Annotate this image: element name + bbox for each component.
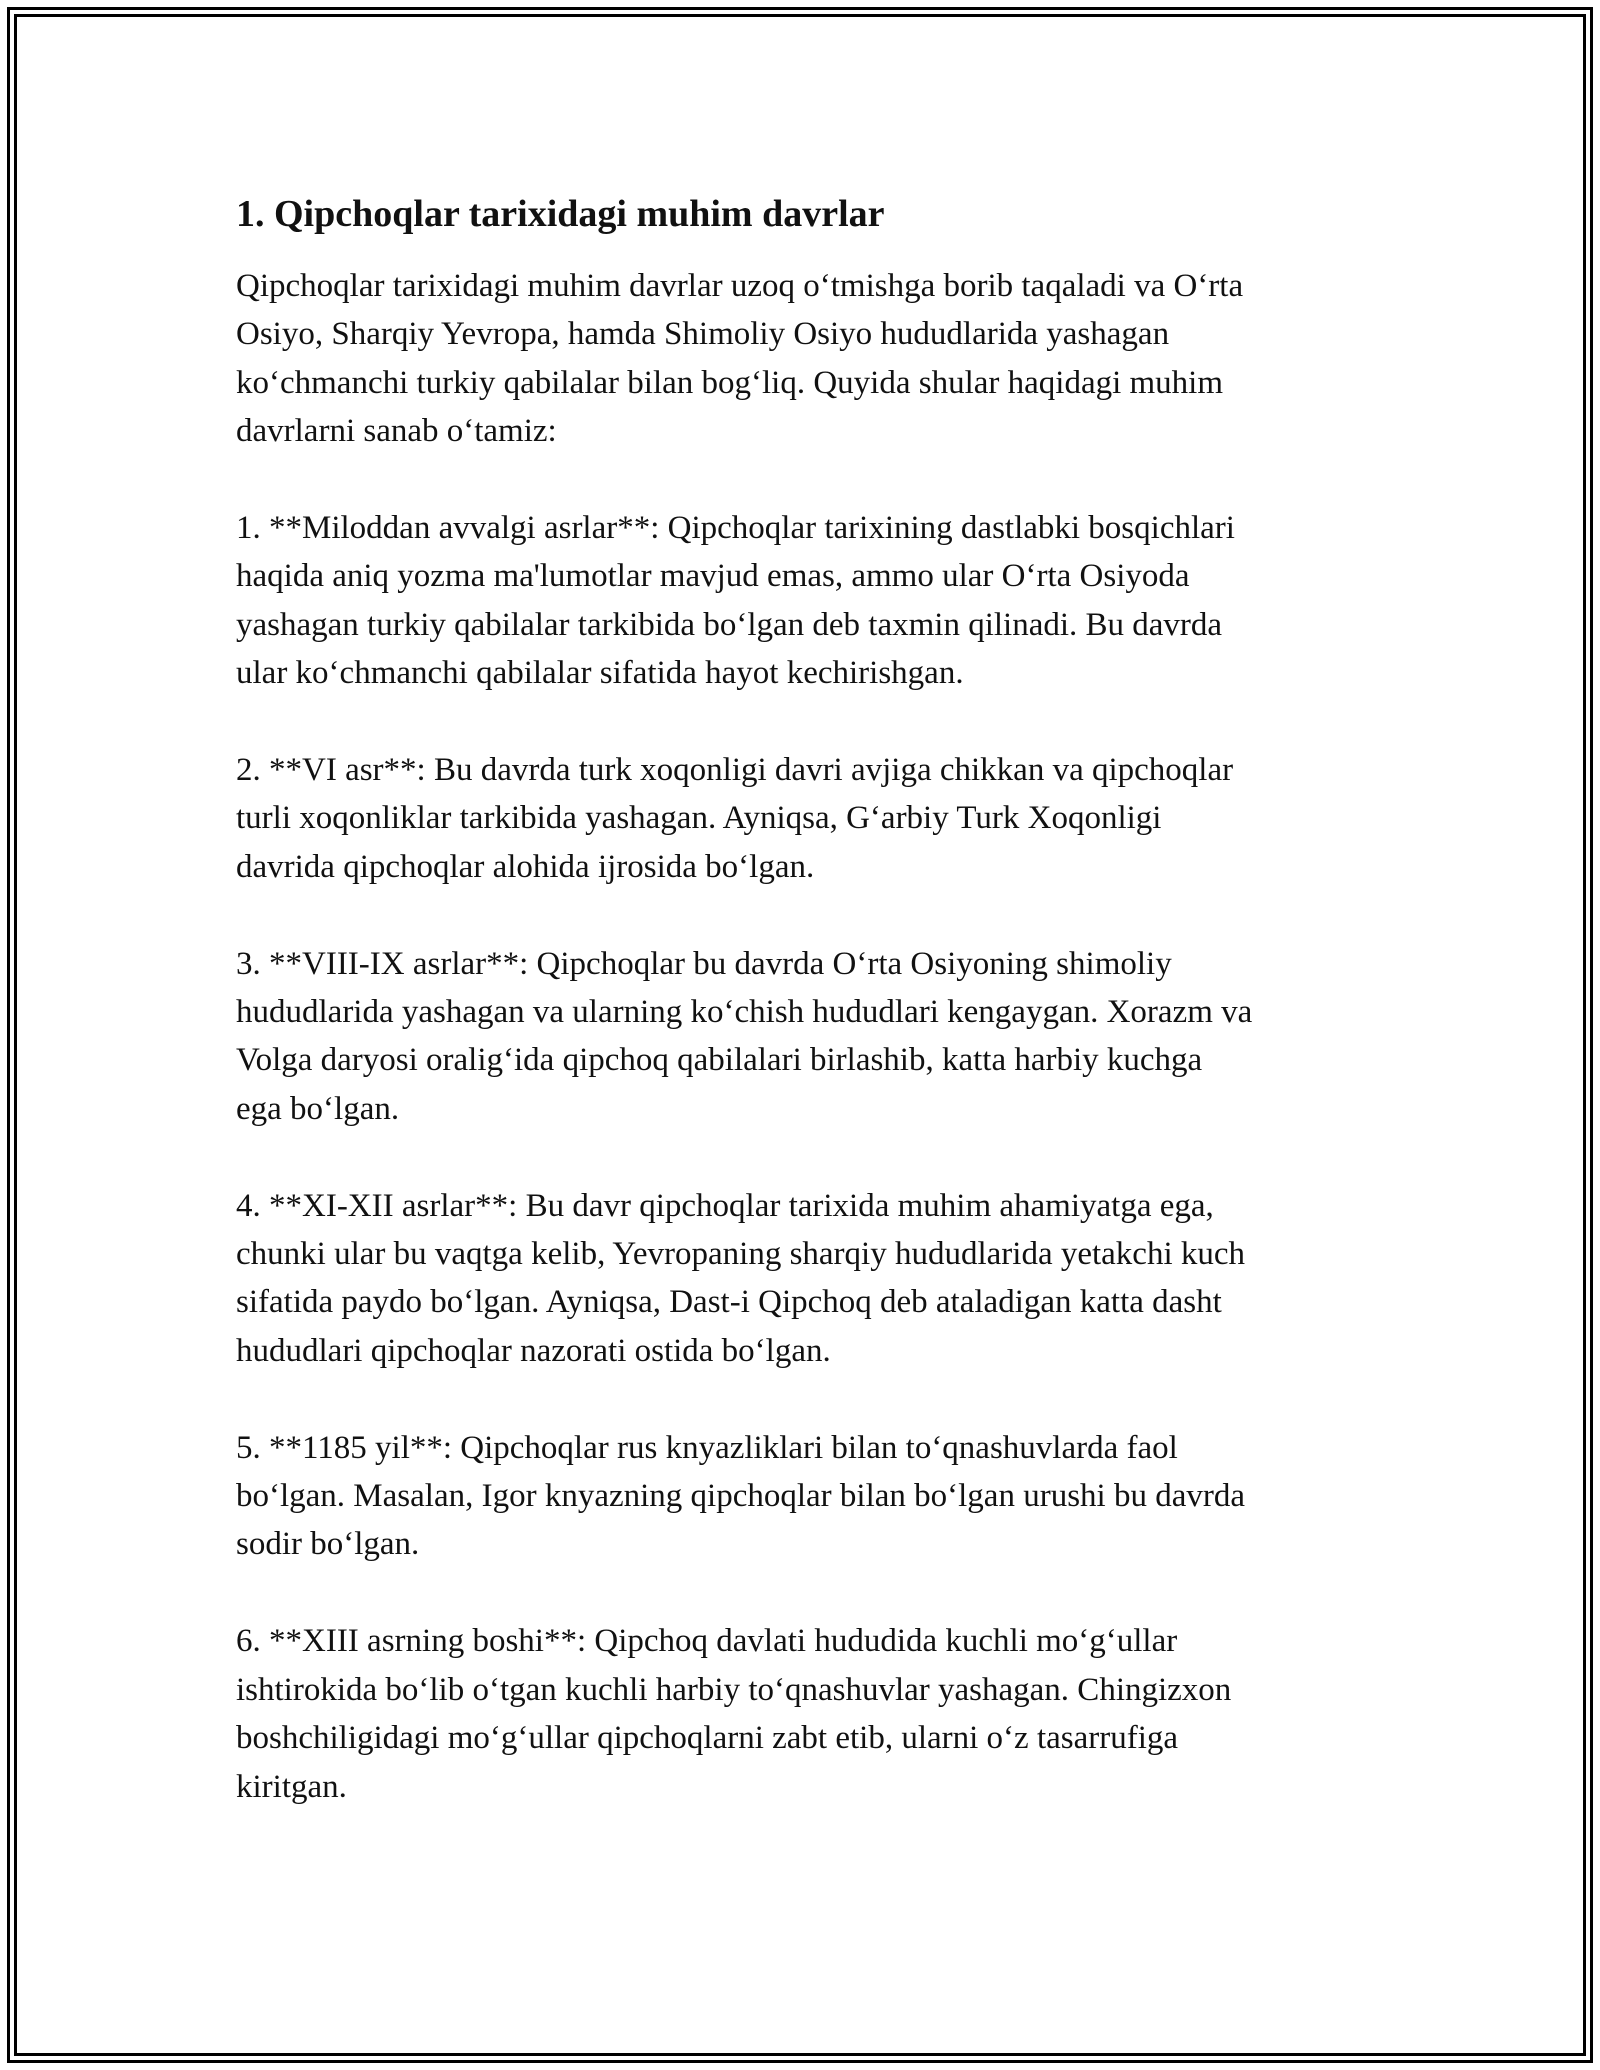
list-item-period-6	[236, 1617, 1376, 1811]
text-line: 4. **XI-XII asrlar**: Bu davr qipchoqlar tarixida muhim ahamiyatga ega,	[236, 1187, 1214, 1224]
document-page	[236, 186, 1376, 1859]
list-item-period-2	[236, 746, 1376, 891]
text-line: turli xoqonliklar tarkibida yashagan. Ayniqsa, G‘arbiy Turk Xoqonligi	[236, 800, 1162, 837]
text-line: ko‘chmanchi turkiy qabilalar bilan bog‘liq. Quyida shular haqidagi muhim	[236, 364, 1224, 401]
text-line: davrlarni sanab o‘tamiz:	[236, 413, 557, 450]
text-line: haqida aniq yozma ma'lumotlar mavjud emas, ammo ular O‘rta Osiyoda	[236, 558, 1190, 595]
text-line: ular ko‘chmanchi qabilalar sifatida hayot kechirishgan.	[236, 655, 964, 692]
text-line: 1. **Miloddan avvalgi asrlar**: Qipchoqlar tarixining dastlabki bosqichlari	[236, 510, 1235, 547]
text-line: sodir bo‘lgan.	[236, 1526, 420, 1563]
text-line: sifatida paydo bo‘lgan. Ayniqsa, Dast-i Qipchoq deb ataladigan katta dasht	[236, 1284, 1222, 1321]
text-line: ishtirokida bo‘lib o‘tgan kuchli harbiy to‘qnashuvlar yashagan. Chingizxon	[236, 1671, 1232, 1708]
text-line: 2. **VI asr**: Bu davrda turk xoqonligi davri avjiga chikkan va qipchoqlar	[236, 752, 1234, 789]
text-line: hududlarida yashagan va ularning ko‘chish hududlari kengaygan. Xorazm va	[236, 994, 1253, 1031]
document-heading: 1. Qipchoqlar tarixidagi muhim davrlar	[236, 193, 885, 235]
text-line: ega bo‘lgan.	[236, 1090, 400, 1127]
list-item-period-4	[236, 1182, 1376, 1376]
text-line: Qipchoqlar tarixidagi muhim davrlar uzoq o‘tmishga borib taqaladi va O‘rta	[236, 268, 1244, 304]
text-line: chunki ular bu vaqtga kelib, Yevropaning sharqiy hududlarida yetakchi kuch	[236, 1236, 1246, 1273]
text-line: hududlari qipchoqlar nazorati ostida bo‘lgan.	[236, 1332, 831, 1369]
text-line: yashagan turkiy qabilalar tarkibida bo‘lgan deb taxmin qilinadi. Bu davrda	[236, 606, 1223, 643]
list-item-period-3	[236, 940, 1376, 1134]
text-line: 5. **1185 yil**: Qipchoqlar rus knyazliklari bilan to‘qnashuvlarda faol	[236, 1429, 1178, 1466]
text-line: bo‘lgan. Masalan, Igor knyazning qipchoqlar bilan bo‘lgan urushi bu davrda	[236, 1478, 1245, 1515]
list-item-period-1	[236, 504, 1376, 698]
text-line: kiritgan.	[236, 1768, 347, 1805]
intro-paragraph	[236, 262, 1376, 456]
text-line: davrida qipchoqlar alohida ijrosida bo‘lgan.	[236, 848, 815, 885]
text-line: Volga daryosi oralig‘ida qipchoq qabilalari birlashib, katta harbiy kuchga	[236, 1042, 1203, 1079]
text-line: Osiyo, Sharqiy Yevropa, hamda Shimoliy Osiyo hududlarida yashagan	[236, 316, 1170, 353]
text-line: 6. **XIII asrning boshi**: Qipchoq davlati hududida kuchli mo‘g‘ullar	[236, 1623, 1178, 1660]
text-line: boshchiligidagi mo‘g‘ullar qipchoqlarni zabt etib, ularni o‘z tasarrufiga	[236, 1720, 1179, 1757]
text-line: 3. **VIII-IX asrlar**: Qipchoqlar bu davrda O‘rta Osiyoning shimoliy	[236, 945, 1172, 982]
list-item-period-5	[236, 1424, 1376, 1569]
